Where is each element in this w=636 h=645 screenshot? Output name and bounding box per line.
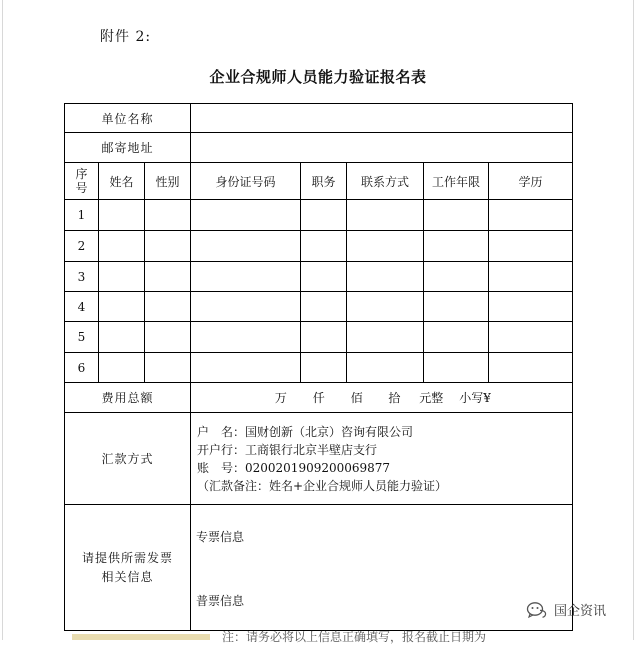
cell-id[interactable]: [191, 353, 301, 383]
cell-contact[interactable]: [347, 292, 424, 322]
watermark: [526, 600, 606, 619]
cell-years[interactable]: [424, 353, 489, 383]
header-contact: 联系方式: [347, 163, 424, 200]
payment-account-no: 账 号：0200201909200069877: [197, 460, 391, 475]
form-title: 企业合规师人员能力验证报名表: [209, 68, 427, 86]
cell-education[interactable]: [489, 322, 573, 353]
cell-name[interactable]: [99, 292, 145, 322]
cell-name[interactable]: [99, 262, 145, 292]
attachment-label: 附件 2:: [100, 29, 152, 45]
fee-row: [65, 383, 573, 413]
header-name: 姓名: [99, 163, 145, 200]
mail-address-label: 邮寄地址: [65, 133, 191, 163]
cell-name[interactable]: [99, 231, 145, 262]
fee-unit-yuan: 元整: [419, 391, 444, 405]
cell-years[interactable]: [424, 262, 489, 292]
cell-education[interactable]: [489, 200, 573, 231]
header-seq: 序 号: [65, 163, 99, 200]
cell-position[interactable]: [301, 262, 347, 292]
row-number: 1: [65, 200, 99, 231]
cell-gender[interactable]: [145, 262, 191, 292]
highlight-bar: [72, 634, 210, 640]
cell-gender[interactable]: [145, 322, 191, 353]
page-border-right: [633, 0, 634, 640]
cell-gender[interactable]: [145, 200, 191, 231]
fee-unit-shi: 拾: [388, 391, 401, 405]
cell-position[interactable]: [301, 292, 347, 322]
row-number: 3: [65, 262, 99, 292]
payment-label: 汇款方式: [65, 413, 191, 505]
row-number: 4: [65, 292, 99, 322]
header-position: 职务: [301, 163, 347, 200]
fee-unit-bai: 佰: [350, 391, 363, 405]
cell-position[interactable]: [301, 200, 347, 231]
payment-info: [191, 413, 573, 505]
header-education: 学历: [489, 163, 573, 200]
fee-field[interactable]: [191, 383, 573, 413]
cell-contact[interactable]: [347, 200, 424, 231]
cell-gender[interactable]: [145, 292, 191, 322]
cell-gender[interactable]: [145, 231, 191, 262]
cell-gender[interactable]: [145, 353, 191, 383]
header-id: 身份证号码: [191, 163, 301, 200]
mail-address-field[interactable]: [191, 133, 573, 163]
cell-years[interactable]: [424, 200, 489, 231]
table-row: [65, 322, 573, 353]
invoice-label: [65, 505, 191, 631]
invoice-label-line1: 请提供所需发票: [81, 550, 173, 565]
cell-id[interactable]: [191, 231, 301, 262]
normal-invoice-label: 普票信息: [196, 593, 245, 608]
table-row: [65, 231, 573, 262]
cell-contact[interactable]: [347, 322, 424, 353]
cell-name[interactable]: [99, 200, 145, 231]
fee-unit-small: 小写¥: [459, 391, 491, 405]
cell-years[interactable]: [424, 322, 489, 353]
wechat-logo-icon: [526, 601, 548, 619]
cell-id[interactable]: [191, 200, 301, 231]
table-row: [65, 353, 573, 383]
fee-unit-wan: 万: [274, 391, 287, 405]
cell-years[interactable]: [424, 292, 489, 322]
cell-education[interactable]: [489, 292, 573, 322]
normal-invoice-area[interactable]: [196, 568, 572, 630]
header-years: 工作年限: [424, 163, 489, 200]
footer-note: 注：请务必将以上信息正确填写，报名截止日期为: [222, 630, 487, 644]
page-border-left: [2, 0, 3, 640]
special-invoice-label: 专票信息: [196, 529, 245, 544]
row-number: 5: [65, 322, 99, 353]
cell-education[interactable]: [489, 262, 573, 292]
invoice-label-line2: 相关信息: [101, 569, 154, 584]
header-row: [65, 163, 573, 200]
unit-name-label: 单位名称: [65, 104, 191, 133]
cell-id[interactable]: [191, 322, 301, 353]
payment-bank: 开户行：工商银行北京半壁店支行: [197, 442, 378, 457]
invoice-fields: [191, 505, 573, 631]
payment-row: [65, 413, 573, 505]
row-number: 2: [65, 231, 99, 262]
registration-table: [64, 103, 573, 631]
payment-note: （汇款备注：姓名+企业合规师人员能力验证）: [197, 478, 448, 493]
cell-education[interactable]: [489, 353, 573, 383]
cell-education[interactable]: [489, 231, 573, 262]
invoice-row: [65, 505, 573, 631]
row-number: 6: [65, 353, 99, 383]
cell-id[interactable]: [191, 262, 301, 292]
table-row: [65, 292, 573, 322]
cell-id[interactable]: [191, 292, 301, 322]
header-gender: 性别: [145, 163, 191, 200]
cell-position[interactable]: [301, 322, 347, 353]
table-row: [65, 262, 573, 292]
cell-position[interactable]: [301, 353, 347, 383]
table-row: [65, 200, 573, 231]
unit-name-field[interactable]: [191, 104, 573, 133]
cell-contact[interactable]: [347, 231, 424, 262]
cell-name[interactable]: [99, 353, 145, 383]
fee-label: 费用总额: [65, 383, 191, 413]
cell-contact[interactable]: [347, 262, 424, 292]
watermark-text: 国企资讯: [554, 604, 607, 619]
cell-contact[interactable]: [347, 353, 424, 383]
cell-position[interactable]: [301, 231, 347, 262]
fee-unit-qian: 仟: [312, 391, 325, 405]
special-invoice-area[interactable]: [196, 506, 572, 568]
cell-years[interactable]: [424, 231, 489, 262]
cell-name[interactable]: [99, 322, 145, 353]
payment-account-name: 户 名：国财创新（北京）咨询有限公司: [197, 424, 414, 439]
